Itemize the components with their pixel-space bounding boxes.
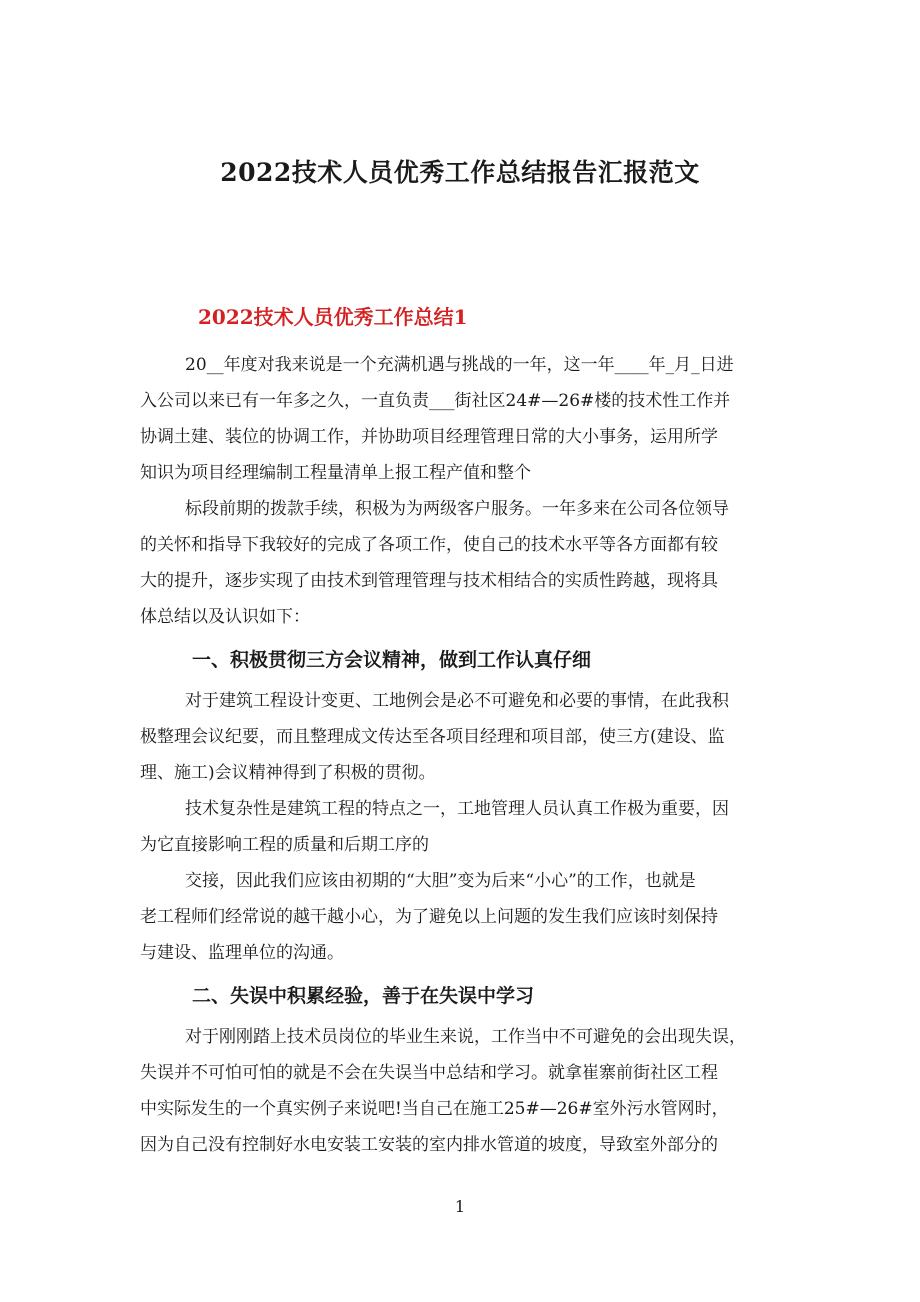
paragraph-line: 的关怀和指导下我较好的完成了各项工作，使自己的技术水平等各方面都有较 bbox=[140, 535, 718, 555]
paragraph-line: 中实际发生的一个真实例子来说吧!当自己在施工25#—26#室外污水管网时， bbox=[140, 1099, 729, 1119]
paragraph-line: 为它直接影响工程的质量和后期工序的 bbox=[140, 835, 429, 855]
paragraph-line: 知识为项目经理编制工程量清单上报工程产值和整个 bbox=[140, 463, 531, 483]
section-heading: 一、积极贯彻三方会议精神，做到工作认真仔细 bbox=[192, 649, 592, 671]
paragraph-line: 标段前期的拨款手续，积极为为两级客户服务。一年多来在公司各位领导 bbox=[185, 499, 729, 519]
paragraph-line: 老工程师们经常说的越干越小心，为了避免以上问题的发生我们应该时刻保持 bbox=[140, 907, 718, 927]
paragraph-line: 体总结以及认识如下： bbox=[140, 607, 310, 627]
paragraph-line: 协调土建、装位的协调工作，并协助项目经理管理日常的大小事务，运用所学 bbox=[140, 427, 718, 447]
document-title: 2022技术人员优秀工作总结报告汇报范文 bbox=[220, 158, 700, 187]
paragraph-line: 失误并不可怕可怕的就是不会在失误当中总结和学习。就拿崔寨前街社区工程 bbox=[140, 1063, 718, 1083]
paragraph-line: 20__年度对我来说是一个充满机遇与挑战的一年，这一年____年_月_日进 bbox=[185, 355, 734, 375]
paragraph-line: 极整理会议纪要，而且整理成文传达至各项目经理和项目部，使三方(建设、监 bbox=[140, 727, 725, 747]
paragraph-line: 理、施工)会议精神得到了积极的贯彻。 bbox=[140, 763, 436, 783]
paragraph-line: 对于建筑工程设计变更、工地例会是必不可避免和必要的事情，在此我积 bbox=[185, 691, 729, 711]
page-number: 1 bbox=[454, 1197, 466, 1216]
paragraph-line: 技术复杂性是建筑工程的特点之一，工地管理人员认真工作极为重要，因 bbox=[185, 799, 729, 819]
paragraph-line: 大的提升，逐步实现了由技术到管理管理与技术相结合的实质性跨越，现将具 bbox=[140, 571, 718, 591]
paragraph-line: 因为自己没有控制好水电安装工安装的室内排水管道的坡度，导致室外部分的 bbox=[140, 1135, 718, 1155]
section-heading: 二、失误中积累经验，善于在失误中学习 bbox=[192, 985, 535, 1007]
paragraph-line: 交接，因此我们应该由初期的“大胆”变为后来“小心”的工作，也就是 bbox=[185, 871, 696, 891]
section-subtitle: 2022技术人员优秀工作总结1 bbox=[198, 305, 468, 329]
paragraph-line: 与建设、监理单位的沟通。 bbox=[140, 943, 344, 963]
paragraph-line: 对于刚刚踏上技术员岗位的毕业生来说，工作当中不可避免的会出现失误， bbox=[185, 1027, 746, 1047]
paragraph-line: 入公司以来已有一年多之久，一直负责___街社区24#—26#楼的技术性工作并 bbox=[140, 391, 731, 411]
